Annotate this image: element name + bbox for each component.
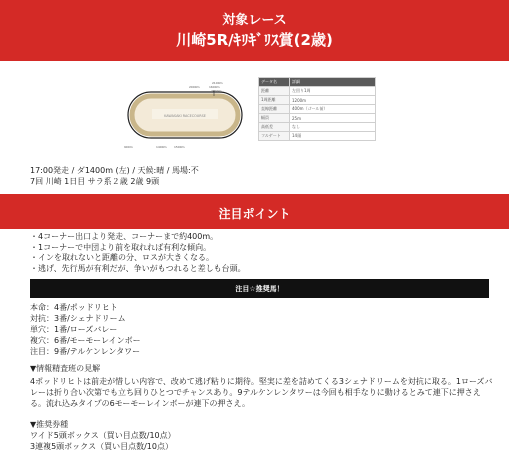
table-key: 高低差: [259, 123, 290, 132]
point-list: [30, 232, 246, 274]
table-value: 400m（ゴール前）: [290, 105, 376, 114]
table-key: フルゲート: [259, 132, 290, 141]
table-value: 左回り1周: [290, 87, 376, 96]
race-info: [30, 165, 199, 187]
course-marker: 1600m: [209, 85, 220, 89]
list-item: 対抗：3番/シェナドリーム: [30, 314, 126, 323]
list-item: 複穴：6番/モーモーレインボー: [30, 336, 141, 345]
table-key: 直線距離: [259, 105, 290, 114]
race-info-line: 7回 川崎 1日目 サラ系２歳 2歳 9頭: [30, 177, 160, 186]
list-item: 3連複5頭ボックス（買い目点数/10点）: [30, 442, 173, 451]
table-header-cell: 詳細: [290, 78, 376, 87]
course-marker: 900m: [124, 145, 133, 149]
list-item: ・4コーナー出口より発走、コーナーまで約400m。: [30, 232, 219, 241]
race-header: [0, 0, 509, 61]
list-item: 単穴：1番/ローズバレー: [30, 325, 118, 334]
course-caption: KAWASAKI RACECOURSE: [164, 114, 206, 118]
course-marker: 1500m: [174, 145, 185, 149]
course-marker: 1400m: [156, 145, 167, 149]
race-info-line: 17:00発走 / ダ1400m (左) / 天候:晴 / 馬場:不: [30, 166, 199, 175]
table-value: 1200m: [290, 96, 376, 105]
table-key: 1周距離: [259, 96, 290, 105]
table-header-cell: データ名: [259, 78, 290, 87]
list-item: ・インを取れないと距離の分、ロスが大きくなる。: [30, 253, 214, 262]
picks-banner: [30, 279, 489, 298]
list-item: 本命：4番/ポッドリヒト: [30, 303, 118, 312]
table-key: 幅員: [259, 114, 290, 123]
section-title: 注目ポイント: [218, 207, 291, 221]
course-marker: 2100m: [212, 81, 223, 85]
course-marker: 2400m: [211, 89, 222, 93]
picks-title: 注目☆推奨馬！: [235, 285, 284, 293]
course-marker: 2000m: [189, 85, 200, 89]
table-value: なし: [290, 123, 376, 132]
picks-list: [30, 302, 141, 357]
list-item: ワイド5頭ボックス（買い目点数/10点）: [30, 431, 176, 440]
section-banner: [0, 194, 509, 229]
course-data-table: [258, 77, 376, 141]
table-key: 距離: [259, 87, 290, 96]
analysis-heading: ▼情報精査班の見解: [30, 364, 101, 373]
course-map: [122, 78, 248, 152]
analysis-body: 4ポッドリヒトは前走が惜しい内容で、改めて逃げ粘りに期待。堅実に差を詰めてくる3シェナドリームを対抗に取る。1ローズバレーは折り合い次第でも立ち回りひとつでチャンスあり。9テルケンレンタワーは今回も相手なりに動けるとみて連下に押さえる。流れ込みタイプの6モーモーレインボーが連下の押さえ。: [30, 377, 493, 408]
list-item: ・1コーナーで中団より前を取れれば有利な傾向。: [30, 242, 212, 252]
bets-heading: ▼推奨券種: [30, 420, 69, 429]
race-title: 川崎5R/ｷﾘｷﾞﾘｽ賞(2歳): [176, 31, 333, 49]
header-subtitle: 対象レース: [222, 13, 287, 28]
table-value: 25m: [290, 114, 376, 123]
list-item: ・逃げ、先行馬が有利だが、争いがもつれると差しも台頭。: [30, 263, 246, 273]
table-value: 14頭: [290, 132, 376, 141]
bets-list: [30, 430, 176, 452]
list-item: 注目：9番/テルケンレンタワー: [30, 347, 141, 356]
